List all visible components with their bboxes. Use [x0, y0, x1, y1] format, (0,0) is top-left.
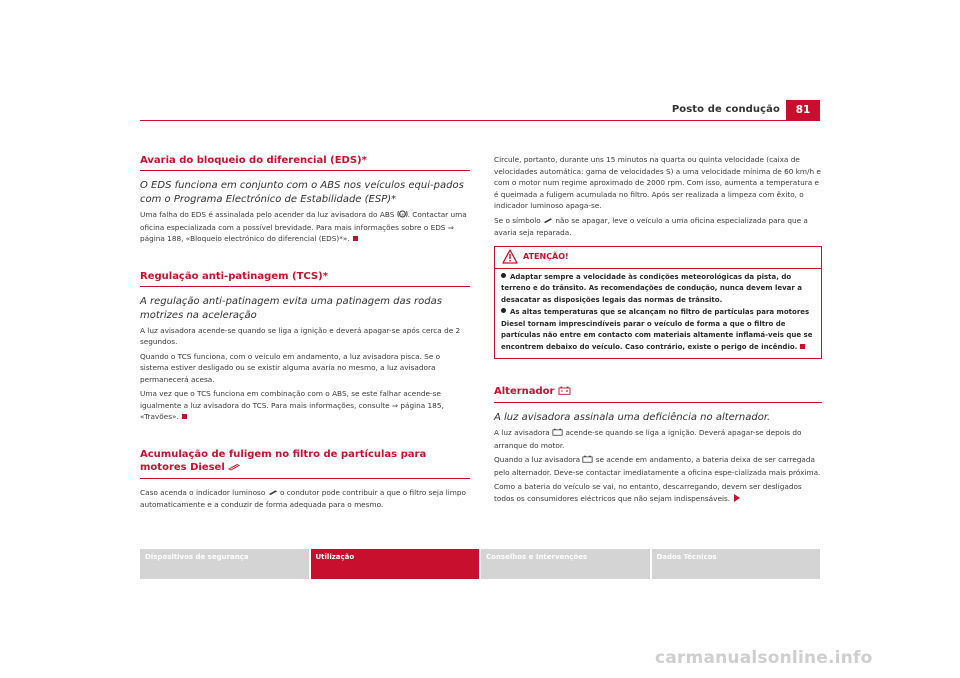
warning-item-text: As altas temperaturas que se alcançam no filtro de partículas para motores Diesel tornam imprescindíveis parar o veículo de forma a que o filtro de partículas não entre em contacto com materiais altamente inflamá-veis que se encontrem debaixo do veículo. Caso contrário, existe o perigo de incêndio.: [501, 308, 813, 351]
paragraph-alternator: [494, 454, 822, 478]
battery-alternator-icon: [582, 455, 593, 467]
cross-reference-arrow: ⇒: [391, 400, 399, 410]
bullet-icon: [501, 308, 506, 313]
paragraph-tcs-reference: [140, 388, 470, 423]
text-fragment: acende-se quando se liga a ignição. Deverá apagar-se depois do arranque do motor.: [494, 428, 802, 450]
section-subtitle-eds: O EDS funciona em conjunto com o ABS nos veículos equi-pados com o Programa Electrónico de Estabilidade (ESP)*: [140, 180, 464, 205]
paragraph-alternator: [494, 427, 822, 451]
bullet-icon: [501, 273, 506, 278]
tab-conselhos-e-intervencoes[interactable]: Conselhos e Intervenções: [481, 549, 650, 579]
battery-alternator-icon: [552, 428, 563, 440]
paragraph-dpf-symbol: [494, 215, 822, 239]
battery-alternator-icon: [558, 386, 571, 399]
tab-dispositivos-de-seguranca[interactable]: Dispositivos de segurança: [140, 549, 309, 579]
end-of-section-marker: [800, 344, 805, 349]
abs-warning-icon: [397, 210, 408, 222]
text-fragment: o condutor pode contribuir a que o filtro seja limpo automaticamente e a conduzir de forma adequada para o mesmo.: [140, 487, 467, 509]
section-heading-alternator: [494, 385, 822, 403]
text-fragment: Como a bateria do veículo se vai, no entanto, descarregando, devem ser desligados todos os consumidores eléctricos que não sejam indispensáveis.: [494, 482, 802, 503]
page-number: 81: [786, 100, 820, 120]
warning-box: [494, 246, 822, 360]
watermark: carmanualsonline.info: [655, 648, 873, 668]
left-column: [140, 154, 470, 514]
text-fragment: Se o símbolo: [494, 215, 541, 225]
text-fragment: não se apagar, leve o veículo a uma oficina especializada para que a avaria seja reparada.: [494, 215, 808, 237]
cross-reference-arrow: ⇒: [447, 222, 454, 232]
tab-dados-tecnicos[interactable]: Dados Técnicos: [652, 549, 821, 579]
warning-item: [501, 307, 815, 353]
svg-text:ABS: ABS: [399, 212, 406, 217]
text-fragment: Quando a luz avisadora: [494, 455, 581, 464]
warning-item-text: Adaptar sempre a velocidade às condições meteorológicas da pista, do terreno e do trânsito. As recomendações de condução, nunca devem levar a desacatar as disposições legais das normas de trânsito.: [501, 272, 803, 304]
text-fragment: Caso acenda o indicador luminoso: [140, 487, 266, 497]
warning-triangle-icon: [502, 249, 518, 268]
cross-reference-link[interactable]: página 185, «Travões».: [140, 400, 444, 421]
section-heading-tcs: Regulação anti-patinagem (TCS)*: [140, 270, 470, 287]
warning-header: [495, 247, 821, 269]
paragraph: A luz avisadora acende-se quando se liga a ignição e deverá apagar-se após cerca de 2 segundos.: [140, 325, 461, 346]
heading-text: Acumulação de fuligem no filtro de partículas para motores Diesel: [140, 448, 427, 473]
text-fragment: Uma vez que o TCS funciona em combinação com o ABS, se este falhar acende-se igualmente a luz avisadora do TCS. Para mais informações, consulte: [140, 389, 441, 410]
right-column: [494, 154, 822, 507]
warning-title: ATENÇÃO!: [523, 251, 569, 261]
continue-arrow-icon: [734, 494, 740, 502]
cross-reference-link[interactable]: página 188, «Bloqueio electrónico do diferencial (EDS)*».: [140, 234, 350, 243]
text-fragment: . Contactar uma oficina especializada com a possível brevidade. Para mais informações sobre o EDS: [140, 210, 467, 232]
end-of-section-marker: [353, 236, 358, 241]
tab-utilizacao[interactable]: Utilização: [311, 549, 480, 579]
text-fragment: se acende em andamento, a bateria deixa de ser carregada pelo alternador. Deve-se contactar imediatamente a oficina espe-cializada mais próxima.: [494, 455, 821, 477]
chapter-tabs: [140, 549, 820, 579]
paragraph: Quando o TCS funciona, com o veículo em andamento, a luz avisadora pisca. Se o sistema estiver desligado ou se existir alguma avaria no mesmo, a luz avisadora permanecerá acesa.: [140, 351, 441, 384]
section-heading-eds: Avaria do bloqueio do diferencial (EDS)*: [140, 154, 470, 171]
text-fragment: Uma falha do EDS é assinalada pelo acender da luz avisadora do ABS: [140, 210, 395, 219]
page-header-title: Posto de condução: [671, 104, 780, 115]
end-of-section-marker: [182, 414, 187, 419]
diesel-particulate-filter-icon: [228, 462, 240, 475]
section-subtitle-tcs: A regulação anti-patinagem evita uma patinagem das rodas motrizes na aceleração: [140, 295, 442, 321]
paragraph: Circule, portanto, durante uns 15 minutos na quarta ou quinta velocidade (caixa de velocidades automática: gama de velocidades S) a uma velocidade mínima de 60 km/h e com o motor num regime aproximado de 2000 rpm. Com isso, aumenta a temperatura e é queimada a fuligem acumulada no filtro. Após ser realizada a limpeza com êxito, o indicador luminoso apaga-se.: [494, 155, 821, 210]
diesel-particulate-filter-icon: [268, 488, 278, 500]
heading-text: Alternador: [494, 386, 555, 397]
paragraph-dpf: [140, 487, 470, 511]
paragraph-eds: [140, 209, 470, 245]
section-heading-dpf: [140, 448, 470, 479]
text-fragment: A luz avisadora: [494, 428, 550, 437]
section-subtitle-alternator: A luz avisadora assinala uma deficiência no alternador.: [494, 412, 771, 423]
header-rule: [140, 120, 820, 121]
diesel-particulate-filter-icon: [543, 216, 553, 228]
paragraph-alternator: [494, 481, 822, 504]
warning-item: [501, 272, 815, 307]
